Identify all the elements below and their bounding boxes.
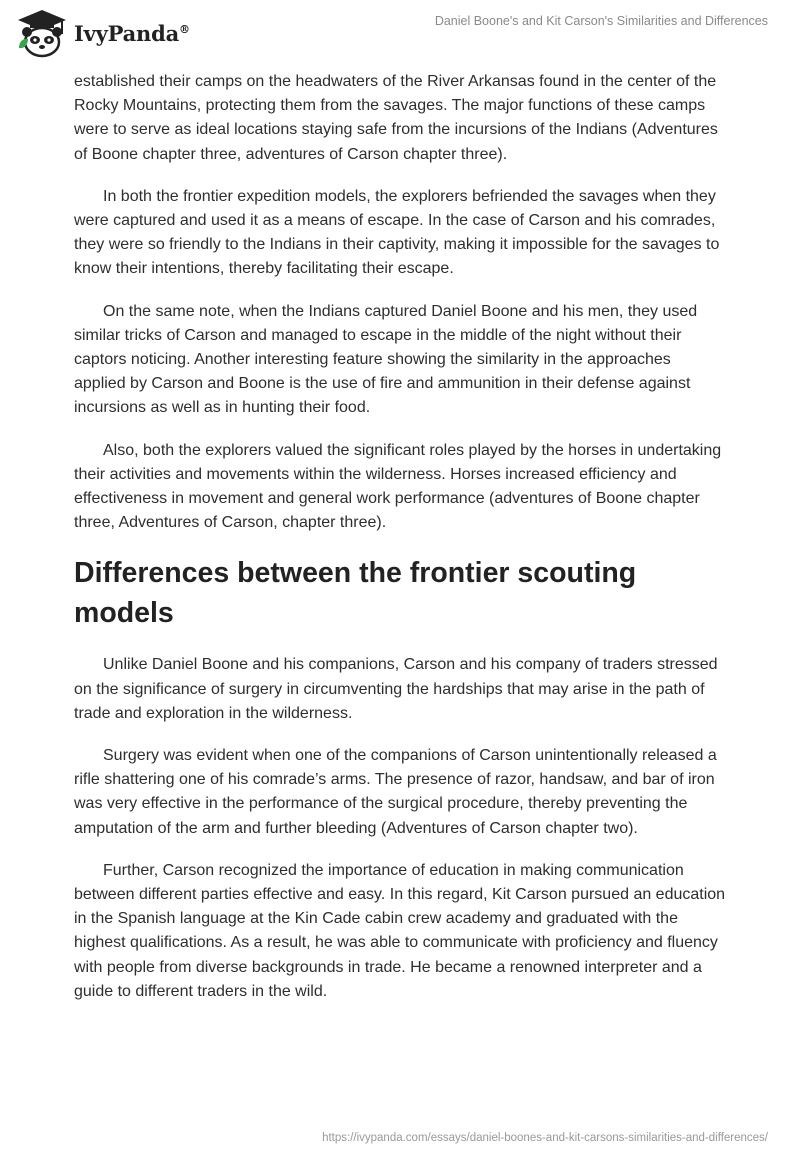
essay-body [74, 70, 726, 1022]
paragraph: Surgery was evident when one of the companions of Carson unintentionally released a rifle shattering one of his comrade’s arms. The presence of razor, handsaw, and bar of iron was very effective in the performance of the surgical procedure, thereby preventing the amputation of the arm and further bleeding (Adventures of Carson chapter two). [74, 747, 717, 837]
paragraph: Further, Carson recognized the importance of education in making communication between different parties effective and easy. In this regard, Kit Carson pursued an education in the Spanish language at the Kin Cade cabin crew academy and graduated with the highest qualifications. As a result, he was able to communicate with proficiency and fluency with people from diverse backgrounds in trade. He became a renowned interpreter and a guide to different traders in the wild. [74, 861, 726, 1000]
panda-graduate-icon [16, 8, 68, 58]
paragraph: Also, both the explorers valued the significant roles played by the horses in undertaking their activities and movements within the wilderness. Horses increased efficiency and effectiveness in movement and general work performance (adventures of Boone chapter three, Adventures of Carson, chapter three). [74, 441, 722, 532]
paragraph: On the same note, when the Indians captured Daniel Boone and his men, they used similar tricks of Carson and managed to escape in the middle of the night without their captors noticing. Another interesting feature showing the similarity in the approaches applied by Carson and Boone is the use of fire and ammunition in their defense against incursions as well as in hunting their food. [74, 302, 698, 417]
paragraph: established their camps on the headwaters of the River Arkansas found in the center of the Rocky Mountains, protecting them from the savages. The major functions of these camps were to serve as ideal locations staying safe from the incursions of the Indians (Adventures of Boone chapter three, adventures of Carson chapter three). [74, 73, 718, 163]
document-title: Daniel Boone's and Kit Carson's Similarities and Differences [434, 14, 768, 28]
brand-name: IvyPanda® [74, 20, 190, 46]
paragraph: Unlike Daniel Boone and his companions, Carson and his company of traders stressed on the significance of surgery in circumventing the hardships that may arise in the path of trade and exploration in the wilderness. [74, 656, 718, 722]
source-url[interactable]: https://ivypanda.com/essays/daniel-boones-and-kit-carsons-similarities-and-differences/ [322, 1132, 768, 1144]
page-header [0, 0, 800, 66]
paragraph: In both the frontier expedition models, the explorers befriended the savages when they were captured and used it as a means of escape. In the case of Carson and his comrades, they were so friendly to the Indians in their captivity, making it impossible for the savages to know their intentions, thereby facilitating their escape. [74, 187, 720, 278]
ivypanda-logo[interactable] [16, 8, 190, 58]
section-heading: Differences between the frontier scouting models [74, 557, 637, 630]
